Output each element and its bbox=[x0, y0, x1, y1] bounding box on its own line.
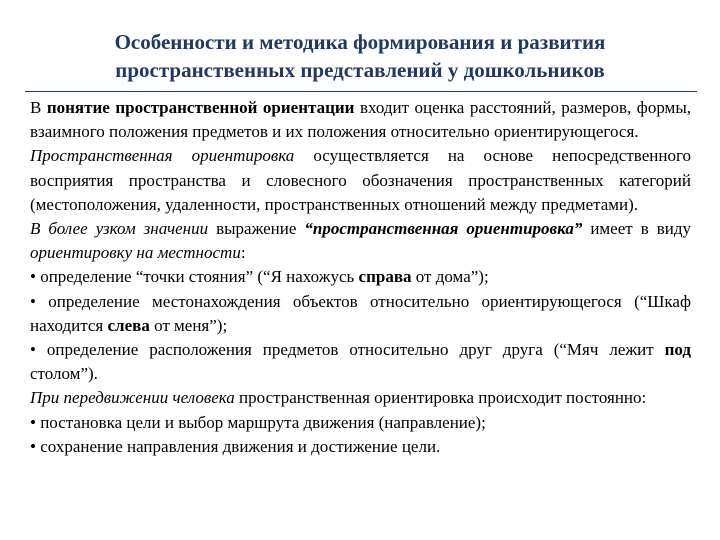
italic-term: Пространственная ориентировка bbox=[30, 146, 295, 166]
paragraph-orientation bbox=[30, 144, 691, 217]
paragraph-definition bbox=[30, 96, 691, 144]
text-run: от дома”); bbox=[411, 267, 489, 287]
bold-term: понятие пространственной ориентации bbox=[46, 98, 355, 117]
text-run: имеет в виду bbox=[582, 219, 691, 239]
paragraph-movement bbox=[30, 386, 691, 410]
text-run: осуществляется на основе непосредственного восприятия пространства и словесного обозначения пространственных категорий (местоположения, удаленности, пространственных отношений между предметами). bbox=[30, 146, 691, 214]
bullet-standing-point bbox=[30, 265, 691, 289]
bullet-goal-route: • постановка цели и выбор маршрута движения (направление); bbox=[30, 412, 486, 432]
slide-body bbox=[30, 96, 691, 459]
text-run: входит оценка расстояний, размеров, формы, взаимного положения предметов и их положения относительно ориентирующегося. bbox=[30, 98, 691, 142]
italic-term: При передвижении человека bbox=[30, 388, 235, 408]
text-run: столом”). bbox=[30, 364, 98, 384]
italic-term: В более узком значении bbox=[30, 219, 209, 239]
bold-italic-term: “пространственная ориентировка” bbox=[304, 219, 583, 239]
bold-word: справа bbox=[358, 267, 412, 287]
bold-word: слева bbox=[107, 315, 150, 335]
text-run: пространственная ориентировка происходит постоянно: bbox=[234, 388, 647, 408]
text-run: В bbox=[30, 98, 47, 117]
text-run: выражение bbox=[208, 219, 305, 239]
italic-term: ориентировку на местности bbox=[30, 243, 241, 263]
bullet-keep-direction: • сохранение направления движения и достижение цели. bbox=[30, 436, 441, 456]
bullet-object-location bbox=[30, 290, 691, 338]
slide-title bbox=[40, 28, 680, 84]
title-divider bbox=[25, 91, 697, 92]
bullet-relative-position bbox=[30, 338, 691, 386]
text-run: от меня”); bbox=[149, 315, 228, 335]
title-line-2: пространственных представлений у дошкольников bbox=[115, 58, 605, 82]
title-line-1: Особенности и методика формирования и развития bbox=[114, 30, 606, 54]
paragraph-narrow-meaning bbox=[30, 217, 691, 265]
text-run: • определение местонахождения объектов относительно ориентирующегося (“Шкаф находится bbox=[30, 291, 691, 335]
bold-word: под bbox=[664, 340, 691, 360]
text-run: • определение расположения предметов относительно друг друга (“Мяч лежит bbox=[30, 340, 665, 360]
text-run: • определение “точки стояния” (“Я нахожусь bbox=[30, 267, 359, 287]
text-run: : bbox=[240, 243, 246, 263]
